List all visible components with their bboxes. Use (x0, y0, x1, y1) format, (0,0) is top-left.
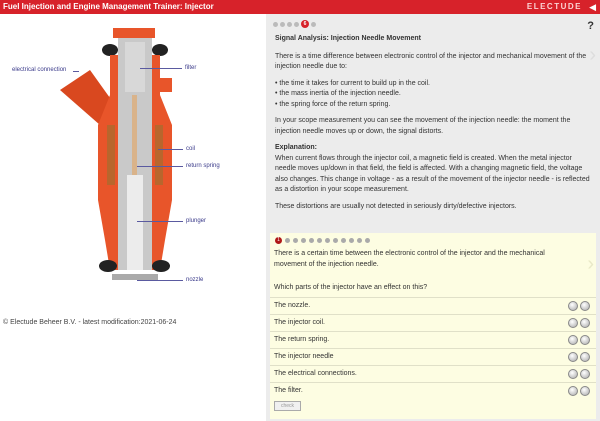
option-label: The return spring. (274, 336, 330, 343)
page-pagination (273, 20, 316, 28)
radio-no[interactable] (580, 352, 590, 362)
quiz-option (270, 297, 596, 314)
label-electrical-connection: electrical connection (12, 67, 67, 73)
radio-yes[interactable] (568, 386, 578, 396)
page-dot-active[interactable]: 6 (301, 20, 309, 28)
lesson-title: Signal Analysis: Injection Needle Movement (275, 35, 421, 42)
label-nozzle: nozzle (186, 277, 204, 283)
quiz-question: Which parts of the injector have an effect on this? (274, 284, 428, 291)
quiz-panel (270, 233, 596, 419)
check-button[interactable]: check (274, 401, 301, 411)
radio-yes[interactable] (568, 352, 578, 362)
quiz-dot[interactable] (293, 238, 298, 243)
diagram-panel (0, 14, 266, 421)
electude-logo: ELECTUDE (526, 2, 582, 11)
label-plunger: plunger (186, 218, 207, 224)
help-button[interactable]: ? (587, 20, 594, 32)
content-panel (266, 14, 600, 421)
scope-text: In your scope measurement you can see the movement of the injection needle: the moment the injection needle moves up or down, the signal distorts. (275, 117, 571, 135)
copyright-footer: © Electude Beheer B.V. - latest modification:2021-06-24 (3, 319, 177, 326)
radio-no[interactable] (580, 301, 590, 311)
radio-yes[interactable] (568, 318, 578, 328)
quiz-dot[interactable] (365, 238, 370, 243)
quiz-dot[interactable] (341, 238, 346, 243)
quiz-option (270, 314, 596, 331)
option-label: The filter. (274, 387, 303, 394)
option-label: The electrical connections. (274, 370, 357, 377)
explanation-heading: Explanation: (275, 144, 318, 151)
radio-yes[interactable] (568, 335, 578, 345)
collapse-icon[interactable]: ◀ (589, 2, 596, 12)
quiz-option (270, 365, 596, 382)
cause-list (275, 79, 590, 111)
injector-diagram (0, 14, 266, 304)
page-dot[interactable] (287, 22, 292, 27)
quiz-dot-active[interactable]: 1 (275, 237, 282, 244)
explanation-text: When current flows through the injector coil, a magnetic field is created. When the metal injector needle moves up/down in that field, the field is affected. With a changing magnetic field, the voltage also changes. This change in voltage - as a result of the movement of the injector needle - is reflected as a distortion in your scope measurement. (275, 154, 590, 193)
page-dot[interactable] (280, 22, 285, 27)
next-page-arrow-icon[interactable]: › (589, 44, 596, 66)
page-dot[interactable] (273, 22, 278, 27)
radio-no[interactable] (580, 369, 590, 379)
quiz-pagination (275, 237, 370, 244)
quiz-option (270, 331, 596, 348)
page-dot[interactable] (311, 22, 316, 27)
title-bar (0, 0, 600, 14)
app-title: Fuel Injection and Engine Management Trainer: Injector (3, 2, 214, 11)
quiz-option (270, 382, 596, 399)
quiz-dot[interactable] (357, 238, 362, 243)
quiz-next-arrow-icon[interactable]: › (587, 253, 594, 275)
list-item: • the mass inertia of the injection needle. (275, 89, 590, 100)
radio-no[interactable] (580, 318, 590, 328)
option-label: The injector needle (274, 353, 334, 360)
option-label: The injector coil. (274, 319, 325, 326)
quiz-dot[interactable] (333, 238, 338, 243)
distortion-note: These distortions are usually not detected in seriously dirty/defective injectors. (275, 202, 517, 210)
quiz-dot[interactable] (317, 238, 322, 243)
label-coil: coil (186, 146, 196, 152)
quiz-statement: There is a certain time between the electronic control of the injector and the mechanical movement of the injection needle. (274, 250, 545, 268)
radio-yes[interactable] (568, 369, 578, 379)
quiz-dot[interactable] (325, 238, 330, 243)
list-item: • the time it takes for current to build up in the coil. (275, 79, 590, 90)
label-return-spring: return spring (186, 163, 220, 169)
quiz-options (270, 297, 596, 399)
quiz-dot[interactable] (285, 238, 290, 243)
quiz-dot[interactable] (349, 238, 354, 243)
option-label: The nozzle. (274, 302, 311, 309)
radio-yes[interactable] (568, 301, 578, 311)
page-dot[interactable] (294, 22, 299, 27)
label-filter: filter (185, 65, 197, 71)
quiz-dot[interactable] (309, 238, 314, 243)
radio-no[interactable] (580, 386, 590, 396)
list-item: • the spring force of the return spring. (275, 100, 590, 111)
lesson-content (275, 34, 590, 218)
quiz-option (270, 348, 596, 365)
intro-text: There is a time difference between electronic control of the injector and mechanical movement of the injection needle due to: (275, 52, 587, 70)
radio-no[interactable] (580, 335, 590, 345)
quiz-dot[interactable] (301, 238, 306, 243)
